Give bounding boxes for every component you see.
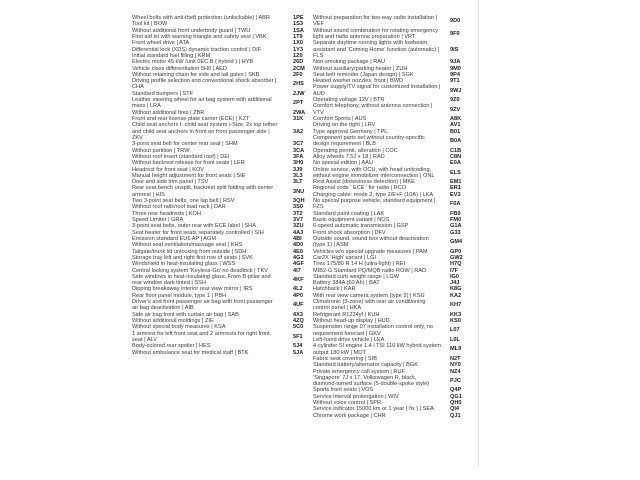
option-description: Without auxiliary/parking heater | ZUH (313, 65, 408, 72)
option-description: Headrest for front seat | KOV (132, 166, 205, 173)
option-code: 9M0 (450, 65, 461, 72)
option-description: Without partition | TRW (132, 147, 190, 154)
option-description: Component parts set without country-specific design requirement | BLB (313, 134, 425, 148)
option-description: Windshield in heat-insulating glass | WSS (132, 261, 236, 268)
option-description: 4-cylinder SI engine 1.4 l TSI 110 kW hybrid system output 180 kW | MOT (313, 343, 441, 356)
option-code: 3ZU (293, 223, 304, 230)
option-description: Three rear headrests | KOH (132, 210, 201, 217)
option-description: Charging cable: mode 2, type 2/E+F (10A) | LKA (313, 191, 434, 198)
option-code: E0A (450, 160, 461, 167)
option-description: Heated washer nozzles, front | BWD (313, 78, 404, 85)
option-description: Power supply/TV signal for customized installation | AUD (313, 84, 441, 97)
option-row (132, 78, 309, 91)
option-code: GM4 (450, 239, 463, 246)
option-row (132, 185, 309, 198)
option-description: Emission standard EU6 AP | AGM (132, 235, 217, 242)
option-description: Body-colored rear spoiler | HES (132, 343, 211, 350)
option-description: Without ambulance seat for medical staff | BTK (132, 349, 249, 356)
option-description: Initial standard fuel filling | KRM (132, 52, 211, 59)
option-row (313, 343, 466, 356)
option-code: 9JA (450, 59, 461, 66)
option-list-column-left (132, 15, 309, 356)
option-code: 1Z0 (293, 52, 303, 59)
option-description: Two 3-point seat belts, one lap belt | RSV (132, 198, 235, 205)
option-code: ER1 (450, 185, 461, 192)
option-code: EM1 (450, 179, 462, 186)
option-code: B01 (450, 128, 461, 135)
option-description: Comfort telephony, without antenna connection | VTV (313, 103, 433, 116)
option-description: Vehicles w/o special upgrade measures | PAM (313, 248, 428, 255)
option-row (132, 299, 309, 312)
option-description: Chrome work package | CHR (313, 412, 386, 419)
option-description: Without additional front underbody guard | TWU (132, 27, 251, 34)
option-description: Door and side trim panel | TSV (132, 179, 209, 186)
option-description: Speed Limiter | GRA (132, 217, 184, 223)
option-code: 2PT (293, 100, 304, 107)
option-code: 3LT (293, 179, 303, 186)
option-description: Wheel bolts with anti-theft protection (unlockable) | ABR (132, 15, 270, 21)
option-description: Fabric seat covering | SIB (313, 355, 377, 362)
option-code: 4X3 (293, 311, 303, 318)
option-row (132, 97, 309, 110)
option-description: Side air bag front with curtain air bag | SAB (132, 311, 239, 318)
option-code: 4UF (293, 302, 304, 309)
option-description: Type approval Germany | TPL (313, 128, 388, 135)
option-code: 9ZV (450, 106, 461, 113)
option-row (313, 236, 466, 249)
option-code: 1Y3 (293, 46, 303, 53)
option-description: No special edition | AAU (313, 160, 373, 167)
option-code: G33 (450, 229, 461, 236)
option-description: Front and rear license plate carrier (ECE) | KZT (132, 116, 250, 122)
option-description: Seat heater for front seats separately controlled | SIH (132, 229, 264, 236)
option-code: 3V7 (293, 217, 303, 223)
option-description: Without preparation for two-way radio installation | VEF (313, 15, 437, 28)
option-description: Front shock absorption | DFV (313, 229, 386, 236)
option-code: L0L (450, 336, 460, 343)
option-description: Refrigerant R1234yf | KUH (313, 311, 380, 318)
option-code: PJC (450, 377, 461, 384)
option-code: 26D (293, 59, 304, 66)
option-row (313, 167, 466, 180)
option-code: L07 (450, 327, 460, 334)
option-code: G1A (450, 223, 462, 230)
option-description: Standard bumpers | STF (132, 90, 194, 97)
option-row (132, 331, 309, 344)
option-description: Battery 384A (60 Ah) | BAT (313, 280, 380, 287)
option-description: Left-hand drive vehicle | LEA (313, 336, 385, 343)
option-code: QJ1 (450, 412, 461, 419)
option-code: 9F0 (450, 30, 460, 37)
option-description: Leather steering wheel for air bag system with additional mass | LRA (132, 97, 272, 110)
option-code: 4KF (293, 276, 304, 283)
option-description: Basic equipment variant | NOS (313, 217, 390, 223)
option-row (313, 375, 466, 388)
option-description: Sports front seats | VOS (313, 387, 374, 394)
option-description: Without seat ventilation/massage seat | KHS (132, 242, 243, 249)
option-description: Rear seat bench unsplit, backrest split folding with center armrest | HIS (132, 185, 274, 198)
option-code: ELS (450, 169, 461, 176)
option-code: 2F0 (293, 71, 303, 78)
option-code: QH0 (450, 400, 462, 407)
option-code: C1B (450, 147, 462, 154)
option-description: Vehicle class differentiation 5H0 | AED (132, 65, 227, 72)
option-description: Driving on the right | LRV (313, 122, 376, 129)
option-description: Car2X 'High' variant | LGI (313, 254, 376, 261)
option-row (313, 15, 466, 28)
option-description: Without voice control | SPR (313, 400, 381, 407)
option-description: Outside sound, sound box without deactivation (type 1) | ASM (313, 235, 429, 249)
option-code: KK3 (450, 311, 462, 318)
option-code: I7F (450, 267, 459, 274)
option-code: QI4 (450, 406, 460, 413)
option-description: 3-point seat belts, outer rear with ECE label | SHA (132, 223, 256, 230)
option-code: 9T1 (450, 78, 460, 85)
option-description: 3-point seat belt for center rear seat | SHM (132, 141, 238, 148)
option-description: Driving profile selection and conventional shock absorber | CHA (132, 78, 277, 91)
option-code: 31K (293, 116, 304, 122)
option-description: Without retaining chain for side and tail gates | SKB (132, 71, 260, 78)
option-code: 9Z0 (450, 97, 460, 104)
option-description: Standard curb weight range | LGW (313, 273, 400, 280)
option-description: Child seat anchors f. child seat system i-Size, 2x top tether and child seat anchors in front on front passenger side | ZKV (132, 122, 278, 141)
option-row (313, 40, 466, 59)
option-code: KS0 (450, 318, 461, 324)
option-description: Without backrest release for front seats | LER (132, 160, 245, 167)
option-code: 9D0 (450, 18, 461, 25)
option-description: Separate daytime running lights with lowbeam assistant and 'Coming Home' function (automatic) | FLS (313, 40, 440, 59)
option-code: AV1 (450, 122, 461, 129)
option-code: A8K (450, 116, 462, 122)
option-code: 5F1 (293, 333, 303, 340)
option-code: 3C7 (293, 141, 304, 148)
option-row (313, 84, 466, 97)
option-description: Rear floor panel module, type 1 | PBH (132, 292, 227, 299)
option-description: MIB2-G Standard PQ/MQB radio ROW | RAD (313, 267, 427, 274)
option-description: Storage tray left and right first row of seats | SVK (132, 254, 253, 261)
option-description: Non-smoking package | RAU (313, 59, 386, 66)
option-code: J4J (450, 280, 460, 287)
option-code: 2WA (293, 109, 306, 116)
option-code: 5JA (293, 349, 304, 356)
option-description: 1 armrest for left front seat and 2 armrests for right front seat | ALV (132, 330, 270, 343)
option-code: F0A (450, 201, 461, 208)
option-code: QG1 (450, 393, 462, 400)
option-code: H7Q (450, 261, 462, 268)
option-description: Online service, with OCU, with head unitcoding, without engine immobilizer interconnection | ONL (313, 166, 435, 179)
option-code: 2CM (293, 65, 305, 72)
option-code: 4GF (293, 261, 304, 268)
option-description: Dipping breakaway interior rear view mirror | IRS (132, 286, 253, 293)
option-code: 4P0 (293, 292, 303, 299)
option-description: Without roof rails/roof load rack | DAR (132, 204, 226, 211)
option-description: Hatchback | KAR (313, 286, 356, 293)
option-row (132, 350, 309, 356)
page-divider-line (478, 0, 479, 467)
option-code: 3NU (293, 188, 305, 195)
option-description: Climatronic (3-zone) with rear air conditioning control panel | HKA (313, 299, 426, 312)
option-code: FB0 (450, 210, 461, 217)
option-description: Without special body measures | KSA (132, 324, 226, 331)
option-row (313, 135, 466, 148)
option-code: N2T (450, 355, 461, 362)
option-code: 1S3 (293, 21, 303, 28)
option-code: 4I7 (293, 267, 301, 274)
option-code: 4E0 (293, 248, 303, 255)
option-code: 2HS (293, 81, 304, 88)
option-code: 5J4 (293, 343, 303, 350)
option-code: IG0 (450, 273, 460, 280)
option-code: KA2 (450, 292, 462, 299)
option-code: GW2 (450, 254, 463, 261)
option-description: Comfort Sports | AUS (313, 116, 367, 122)
option-row (313, 299, 466, 312)
option-code: 1PE (293, 15, 304, 21)
option-code: 3FA (293, 153, 304, 160)
option-code: NY0 (450, 362, 461, 369)
option-code: 4ZQ (293, 318, 304, 324)
option-description: Tailgate/trunk lid unlocking from outside | SDH (132, 248, 247, 255)
option-description: Driver's and front passenger air bag with front passenger air bag deactivation | AIB (132, 299, 273, 312)
option-code: 4A3 (293, 229, 304, 236)
option-description: First aid kit with warning triangle and safety vest | VBK (132, 33, 267, 40)
option-row (313, 103, 466, 116)
option-description: With rear view camera system (type 2) | KSU (313, 292, 425, 299)
option-code: ML9 (450, 346, 462, 353)
option-description: Operating permit, alteration | COC (313, 147, 398, 154)
option-row (313, 324, 466, 337)
option-code: 3S0 (293, 204, 303, 211)
option-code: 5C0 (293, 324, 304, 331)
option-description: Without additional moldings | ZIE (132, 318, 214, 324)
option-code: 1T9 (293, 33, 303, 40)
option-description: Central locking system 'Keyless-Go' no deadlock | TKV (132, 267, 268, 274)
option-code: 3CA (293, 147, 305, 154)
option-description: Service indicator 15000 km or 1 year ( fix ) | SEA (313, 406, 434, 413)
option-code: B0A (450, 138, 462, 145)
option-code: 4BI (293, 235, 302, 242)
option-description: Electric motor 45 kW /unit 0EC.B ( hybrid ) | HYB (132, 59, 254, 66)
option-description: Suspension range 07 installation control only, no requirement forecast | GKV (313, 324, 433, 337)
option-code: 9IS (450, 46, 459, 53)
option-row (313, 28, 466, 41)
option-description: Without head-up display | HUD (313, 318, 390, 324)
option-description: Operating voltage 12V | BTR (313, 97, 385, 104)
option-code: C8N (450, 153, 462, 160)
option-description: Without roof insert (standard roof) | DEI (132, 153, 230, 160)
option-code: Q4P (450, 387, 462, 394)
option-code: K8G (450, 286, 462, 293)
option-description: Seat belt reminder (Japan design) | SGK (313, 71, 414, 78)
option-description: Without sound combination for rotating emergency light and radio antenna preparation | VRT (313, 27, 438, 40)
option-code: 3A2 (293, 128, 304, 135)
option-description: Differential lock (XDS) dynamic traction control | DIF (132, 46, 262, 53)
option-description: Private emergency call system | RUF (313, 368, 405, 375)
option-description: Alloy wheels 7.5J x 18 | RAD (313, 153, 385, 160)
option-description: Without additional tires | ZBR (132, 109, 205, 116)
option-code: 4G3 (293, 254, 304, 261)
option-code: GP0 (450, 248, 462, 255)
option-code: EV3 (450, 191, 461, 198)
option-description: Service interval prolongation | WIV (313, 393, 399, 400)
option-code: 3H0 (293, 160, 304, 167)
option-code: 4D0 (293, 242, 304, 249)
option-code: 3T2 (293, 210, 303, 217)
option-description: 6-speed automatic transmission | GSP (313, 223, 409, 230)
option-code: FM0 (450, 217, 462, 223)
option-list-column-right (313, 15, 466, 419)
option-row (313, 413, 466, 419)
option-code: KH7 (450, 302, 462, 309)
option-code: 3QH (293, 198, 305, 205)
option-code: 4L2 (293, 286, 303, 293)
option-description: Manual height adjustment for front seats | SIE (132, 172, 246, 179)
option-row (132, 122, 309, 141)
option-description: Tool kit | BOW (132, 21, 168, 28)
option-code: 9P4 (450, 71, 460, 78)
option-code: 3J9 (293, 166, 303, 173)
option-description: Front wheel drive | ATA (132, 40, 190, 47)
option-description: Rest Assist (drowsiness detection) | MKE (313, 179, 415, 186)
option-description: 'Singapore' 7J x 17, Volkswagen R, black, diamond-turned surface (5-double-spoke style) (313, 374, 429, 388)
option-code: 1SA (293, 27, 304, 34)
option-description: Tires 175/80 R 14 H (ultra-light) | REI (313, 261, 406, 268)
option-description: No special purpose vehicle, standard equipment | FZS (313, 198, 436, 211)
option-code: 9WJ (450, 87, 462, 94)
option-description: Standard paint coating | LAK (313, 210, 385, 217)
option-description: Side windows in heat-insulating glass, From B-pillar and rear window dark tinted | SSH (132, 273, 271, 287)
option-description: Regional code ' ECE ' for radio | RCO (313, 185, 407, 192)
option-row (132, 274, 309, 287)
option-code: 1X0 (293, 40, 303, 47)
option-code: NZ4 (450, 368, 461, 375)
option-code: 2JW (293, 90, 305, 97)
option-row (313, 198, 466, 211)
option-code: 3L3 (293, 172, 303, 179)
option-description: Standard battery/alternator capacity | BGK (313, 362, 418, 369)
